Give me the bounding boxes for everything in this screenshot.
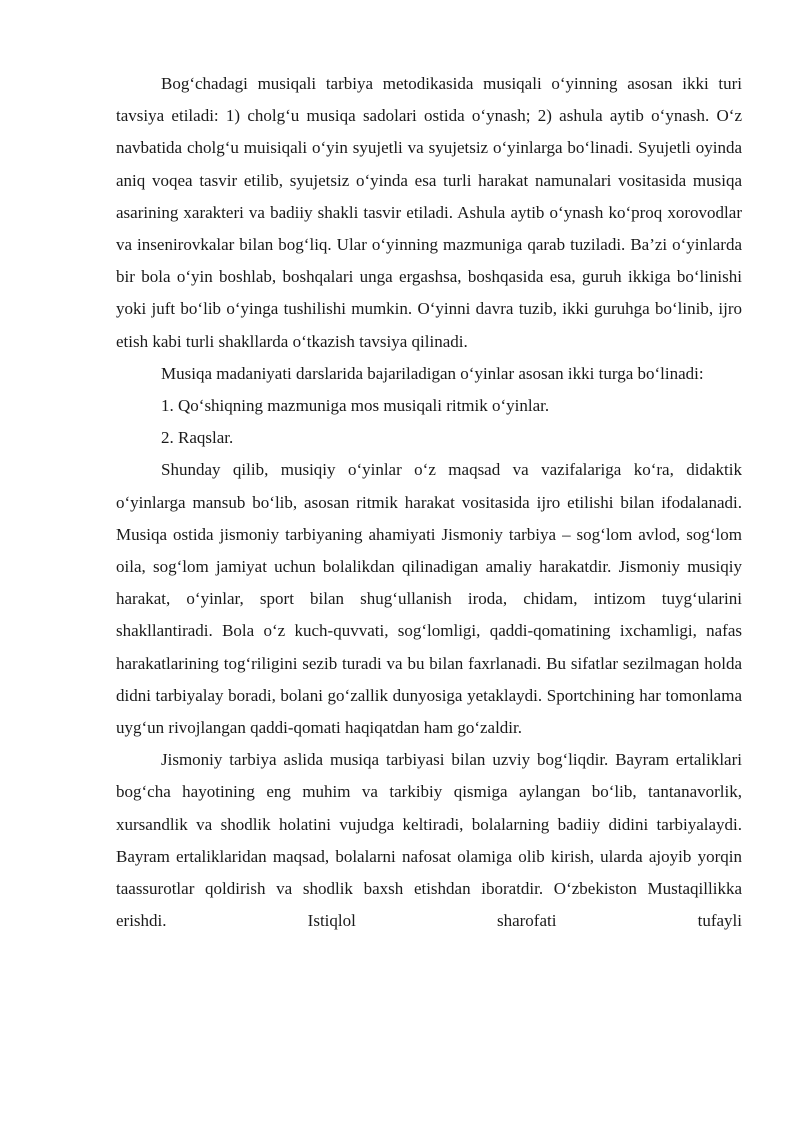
list-item-2: 2. Raqslar.: [161, 428, 234, 448]
paragraph-4: Jismoniy tarbiya aslida musiqa tarbiyasi bilan uzviy bog‘liqdir. Bayram ertaliklari bog‘cha hayotining eng muhim va tarkibiy qismiga aylangan bo‘lib, tantanavorlik, xursandlik va shodlik holatini vujudga keltiradi, bolalarning badiiy didini tarbiyalaydi. Bayram ertaliklaridan maqsad, bolalarni nafosat olamiga olib kirish, ularda ajoyib yorqin taassurotlar qoldirish va shodlik baxsh etishdan iboratdir. O‘zbekiston Mustaqillikka erishdi. Istiqlol sharofati tufayli: [116, 750, 742, 931]
paragraph-3: Shunday qilib, musiqiy o‘yinlar o‘z maqsad va vazifalariga ko‘ra, didaktik o‘yinlarga mansub bo‘lib, asosan ritmik harakat vositasida ijro etilishi bilan ifodalanadi. Musiqa ostida jismoniy tarbiyaning ahamiyati Jismoniy tarbiya – sog‘lom avlod, sog‘lom oila, sog‘lom jamiyat uchun bolalikdan qilinadigan amaliy harakatdir. Jismoniy musiqiy harakat, o‘yinlar, sport bilan shug‘ullanish iroda, chidam, intizom tuyg‘ularini shakllantiradi. Bola o‘z kuch-quvvati, sog‘lomligi, qaddi-qomatining ixchamligi, nafas harakatlarining tog‘riligini sezib turadi va bu bilan faxrlanadi. Bu sifatlar sezilmagan holda didni tarbiyalay boradi, bolani go‘zallik dunyosiga yetaklaydi. Sportchining har tomonlama uyg‘un rivojlangan qaddi-qomati haqiqatdan ham go‘zaldir.: [116, 460, 742, 738]
list-item-1: 1. Qo‘shiqning mazmuniga mos musiqali ritmik o‘yinlar.: [161, 396, 550, 416]
paragraph-2: Musiqa madaniyati darslarida bajariladigan o‘yinlar asosan ikki turga bo‘linadi:: [161, 363, 704, 383]
paragraph-1: Bog‘chadagi musiqali tarbiya metodikasida musiqali o‘yinning asosan ikki turi tavsiya etiladi: 1) cholg‘u musiqa sadolari ostida o‘ynash; 2) ashula aytib o‘ynash. O‘z navbatida cholg‘u muisiqali o‘yin syujetli va syujetsiz o‘yinlarga bo‘linadi. Syujetli oyinda aniq voqea tasvir etilib, syujetsiz o‘yinda esa turli harakat namunalari vositasida musiqa asarining xarakteri va badiiy shakli tasvir etiladi. Ashula aytib o‘ynash ko‘proq xorovodlar va insenirovkalar bilan bog‘liq. Ular o‘yinning mazmuniga qarab tuziladi. Ba’zi o‘yinlarda bir bola o‘yin boshlab, boshqalari unga ergashsa, boshqasida esa, guruh ikkiga bo‘linishi yoki juft bo‘lib o‘yinga tushilishi mumkin. O‘yinni davra tuzib, ikki guruhga bo‘linib, ijro etish kabi turli shakllarda o‘tkazish tavsiya qilinadi.: [116, 74, 742, 351]
document-page: [116, 68, 742, 937]
